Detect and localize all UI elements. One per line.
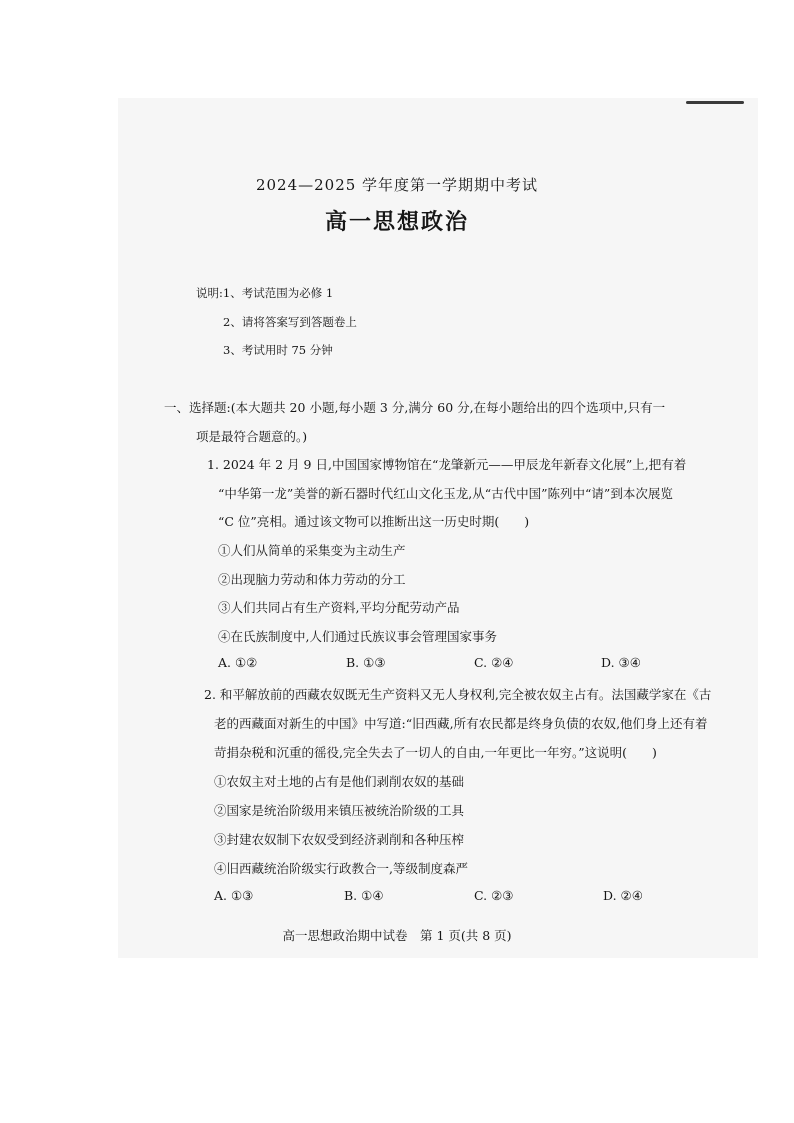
scan-mark <box>686 101 744 104</box>
q1-line1: 1. 2024 年 2 月 9 日,中国国家博物馆在“龙肇新元——甲辰龙年新春文化展”上,把有着 <box>207 457 687 472</box>
q1-option-d: D. ③④ <box>601 655 641 670</box>
subject-title: 高一思想政治 <box>324 209 469 235</box>
q1-line3: “C 位”亮相。通过该文物可以推断出这一历史时期( ) <box>218 514 530 529</box>
section-heading-line2: 项是最符合题意的。) <box>196 429 308 444</box>
q1-statement-3: ③人们共同占有生产资料,平均分配劳动产品 <box>218 600 460 615</box>
q2-line3: 苛捐杂税和沉重的徭役,完全失去了一切人的自由,一年更比一年穷。”这说明( ) <box>214 745 657 760</box>
instruction-2: 2、请将答案写到答题卷上 <box>223 315 357 329</box>
q1-statement-2: ②出现脑力劳动和体力劳动的分工 <box>218 572 406 587</box>
q1-option-a: A. ①② <box>218 655 258 670</box>
q1-line2: “中华第一龙”美誉的新石器时代红山文化玉龙,从“古代中国”陈列中“请”到本次展览 <box>218 486 673 501</box>
q2-line1: 2. 和平解放前的西藏农奴既无生产资料又无人身权利,完全被农奴主占有。法国藏学家在《古 <box>204 687 712 702</box>
q2-option-d: D. ②④ <box>603 888 643 903</box>
q1-statement-4: ④在氏族制度中,人们通过氏族议事会管理国家事务 <box>218 629 497 644</box>
q1-statement-1: ①人们从简单的采集变为主动生产 <box>218 543 406 558</box>
q2-option-b: B. ①④ <box>344 888 384 903</box>
instruction-1: 说明:1、考试范围为必修 1 <box>196 286 334 300</box>
q1-option-b: B. ①③ <box>346 655 386 670</box>
q2-option-c: C. ②③ <box>474 888 514 903</box>
q2-statement-4: ④旧西藏统治阶级实行政教合一,等级制度森严 <box>214 861 468 876</box>
q2-option-a: A. ①③ <box>214 888 254 903</box>
section-heading-line1: 一、选择题:(本大题共 20 小题,每小题 3 分,满分 60 分,在每小题给出的四个选项中,只有一 <box>164 400 666 415</box>
q2-statement-3: ③封建农奴制下农奴受到经济剥削和各种压榨 <box>214 832 465 847</box>
q2-statement-2: ②国家是统治阶级用来镇压被统治阶级的工具 <box>214 803 465 818</box>
exam-title: 2024—2025 学年度第一学期期中考试 <box>255 176 539 194</box>
q2-line2: 老的西藏面对新生的中国》中写道:“旧西藏,所有农民都是终身负债的农奴,他们身上还有着 <box>214 716 708 731</box>
q2-statement-1: ①农奴主对土地的占有是他们剥削农奴的基础 <box>214 774 465 789</box>
page-footer: 高一思想政治期中试卷 第 1 页(共 8 页) <box>282 928 512 943</box>
instruction-3: 3、考试用时 75 分钟 <box>223 343 333 357</box>
q1-option-c: C. ②④ <box>474 655 514 670</box>
